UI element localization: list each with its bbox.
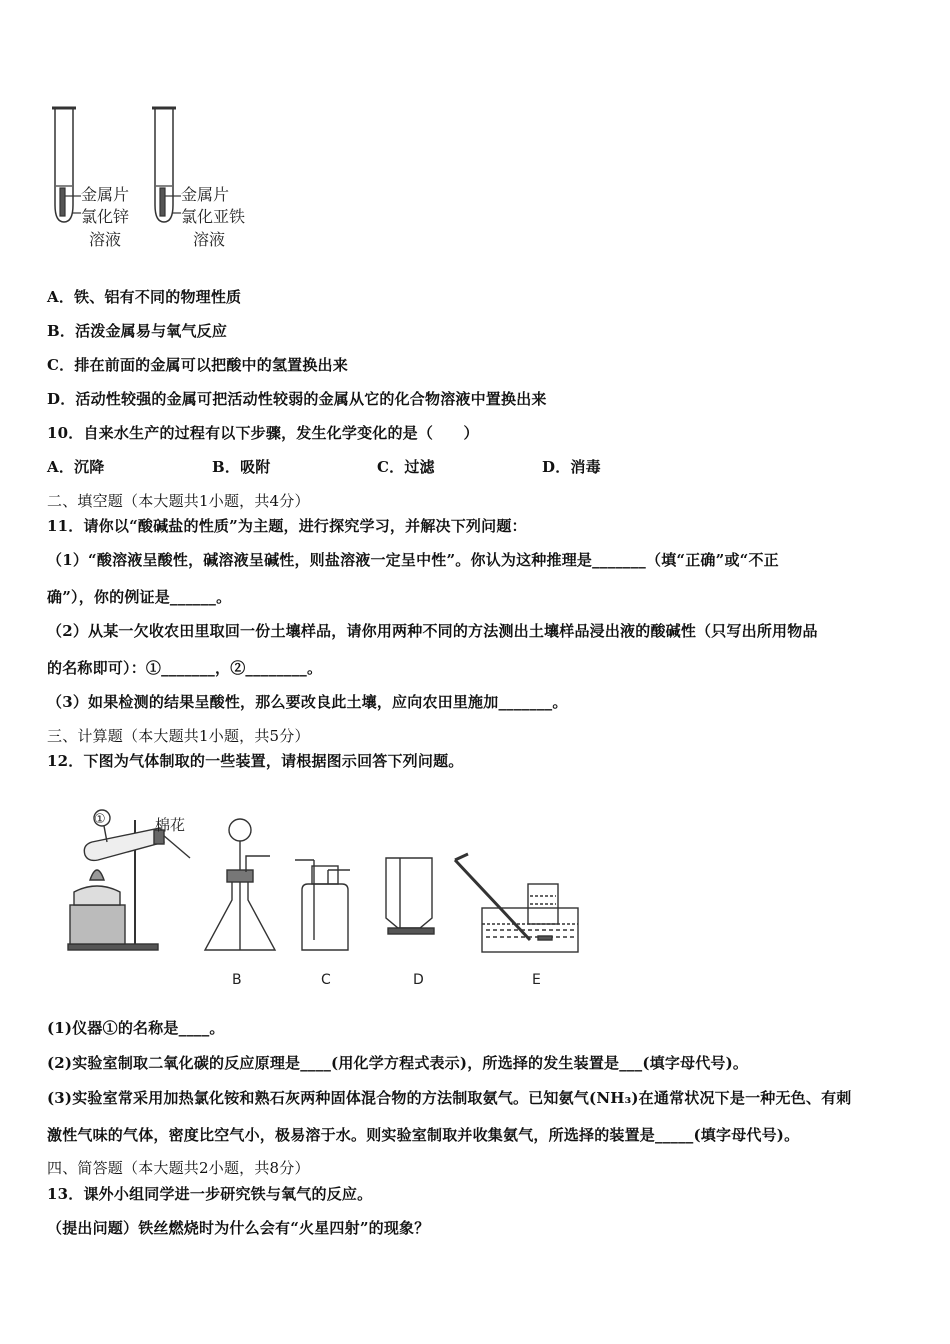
bottle-d xyxy=(386,858,432,928)
stand-base xyxy=(68,944,158,950)
section-3-heading: 三、计算题（本大题共1小题，共5分） xyxy=(47,727,310,745)
q11-part2-line1: （2）从某一欠收农田里取回一份土壤样品，请你用两种不同的方法测出土壤样品浸出液的酸碱性（只写出所用物品 xyxy=(47,622,818,640)
q11-part3: （3）如果检测的结果呈酸性，那么要改良此土壤，应向农田里施加_______。 xyxy=(47,693,568,711)
q10-stem: 10．自来水生产的过程有以下步骤，发生化学变化的是（ ） xyxy=(47,424,479,442)
q10-options xyxy=(47,456,601,477)
label-c: C xyxy=(321,972,331,988)
gas-apparatus-figure xyxy=(60,800,590,995)
q10-option-a: A．沉降 xyxy=(47,458,105,476)
section-2-heading: 二、填空题（本大题共1小题，共4分） xyxy=(47,492,310,510)
tube1-label-metal: 金属片 xyxy=(81,185,130,204)
tube1-label-solution2: 溶液 xyxy=(89,230,122,249)
q9-option-c: C．排在前面的金属可以把酸中的氢置换出来 xyxy=(47,356,348,374)
tube2-label-solution2: 溶液 xyxy=(193,230,226,249)
section-4-heading: 四、简答题（本大题共2小题，共8分） xyxy=(47,1159,310,1177)
q13-stem: 13．课外小组同学进一步研究铁与氧气的反应。 xyxy=(47,1185,373,1203)
label-circle-1: ① xyxy=(94,812,106,827)
q10-option-d: D．消毒 xyxy=(542,458,601,476)
tube1-label-solution: 氯化锌 xyxy=(81,207,130,226)
q10-option-b: B．吸附 xyxy=(212,458,271,476)
label-b: B xyxy=(232,972,242,988)
q9-option-d: D．活动性较强的金属可把活动性较弱的金属从它的化合物溶液中置换出来 xyxy=(47,390,547,408)
q12-part3-line2: 激性气味的气体，密度比空气小，极易溶于水。则实验室制取并收集氨气，所选择的装置是_____(填字母代号)。 xyxy=(47,1126,800,1144)
q10-option-c: C．过滤 xyxy=(377,458,435,476)
label-d: D xyxy=(413,972,424,988)
q11-part1-line2: 确”），你的例证是______。 xyxy=(47,588,232,606)
tube2-label-metal: 金属片 xyxy=(181,185,230,204)
wood-block xyxy=(70,905,125,944)
q9-option-b: B．活泼金属易与氧气反应 xyxy=(47,322,228,340)
q12-part1: (1)仪器①的名称是____。 xyxy=(47,1019,225,1037)
label-cotton: 棉花 xyxy=(155,816,186,834)
q12-part2: (2)实验室制取二氧化碳的反应原理是____(用化学方程式表示)，所选择的发生装置是___(填字母代号)。 xyxy=(47,1054,749,1072)
q9-option-a: A．铁、铝有不同的物理性质 xyxy=(47,288,242,306)
q12-stem: 12．下图为气体制取的一些装置，请根据图示回答下列问题。 xyxy=(47,752,464,770)
bottle-c xyxy=(302,884,348,950)
q11-stem: 11．请你以“酸碱盐的性质”为主题，进行探究学习，并解决下列问题： xyxy=(47,517,527,535)
test-tube-a xyxy=(84,828,164,860)
test-tube-figure xyxy=(45,100,255,255)
q12-part3-line1: (3)实验室常采用加热氯化铵和熟石灰两种固体混合物的方法制取氨气。已知氨气(NH₃)在通常状况下是一种无色、有刺 xyxy=(47,1089,852,1107)
q11-part2-line2: 的名称即可）：①_______，②________。 xyxy=(47,659,323,677)
funnel-b xyxy=(229,819,251,841)
tube2-label-solution: 氯化亚铁 xyxy=(181,207,246,226)
q11-part1-line1: （1）“酸溶液呈酸性，碱溶液呈碱性，则盐溶液一定呈中性”。你认为这种推理是_______（填“正确”或“不正 xyxy=(47,551,779,569)
q13-part1: （提出问题）铁丝燃烧时为什么会有“火星四射”的现象？ xyxy=(47,1219,430,1237)
label-e: E xyxy=(532,972,541,988)
